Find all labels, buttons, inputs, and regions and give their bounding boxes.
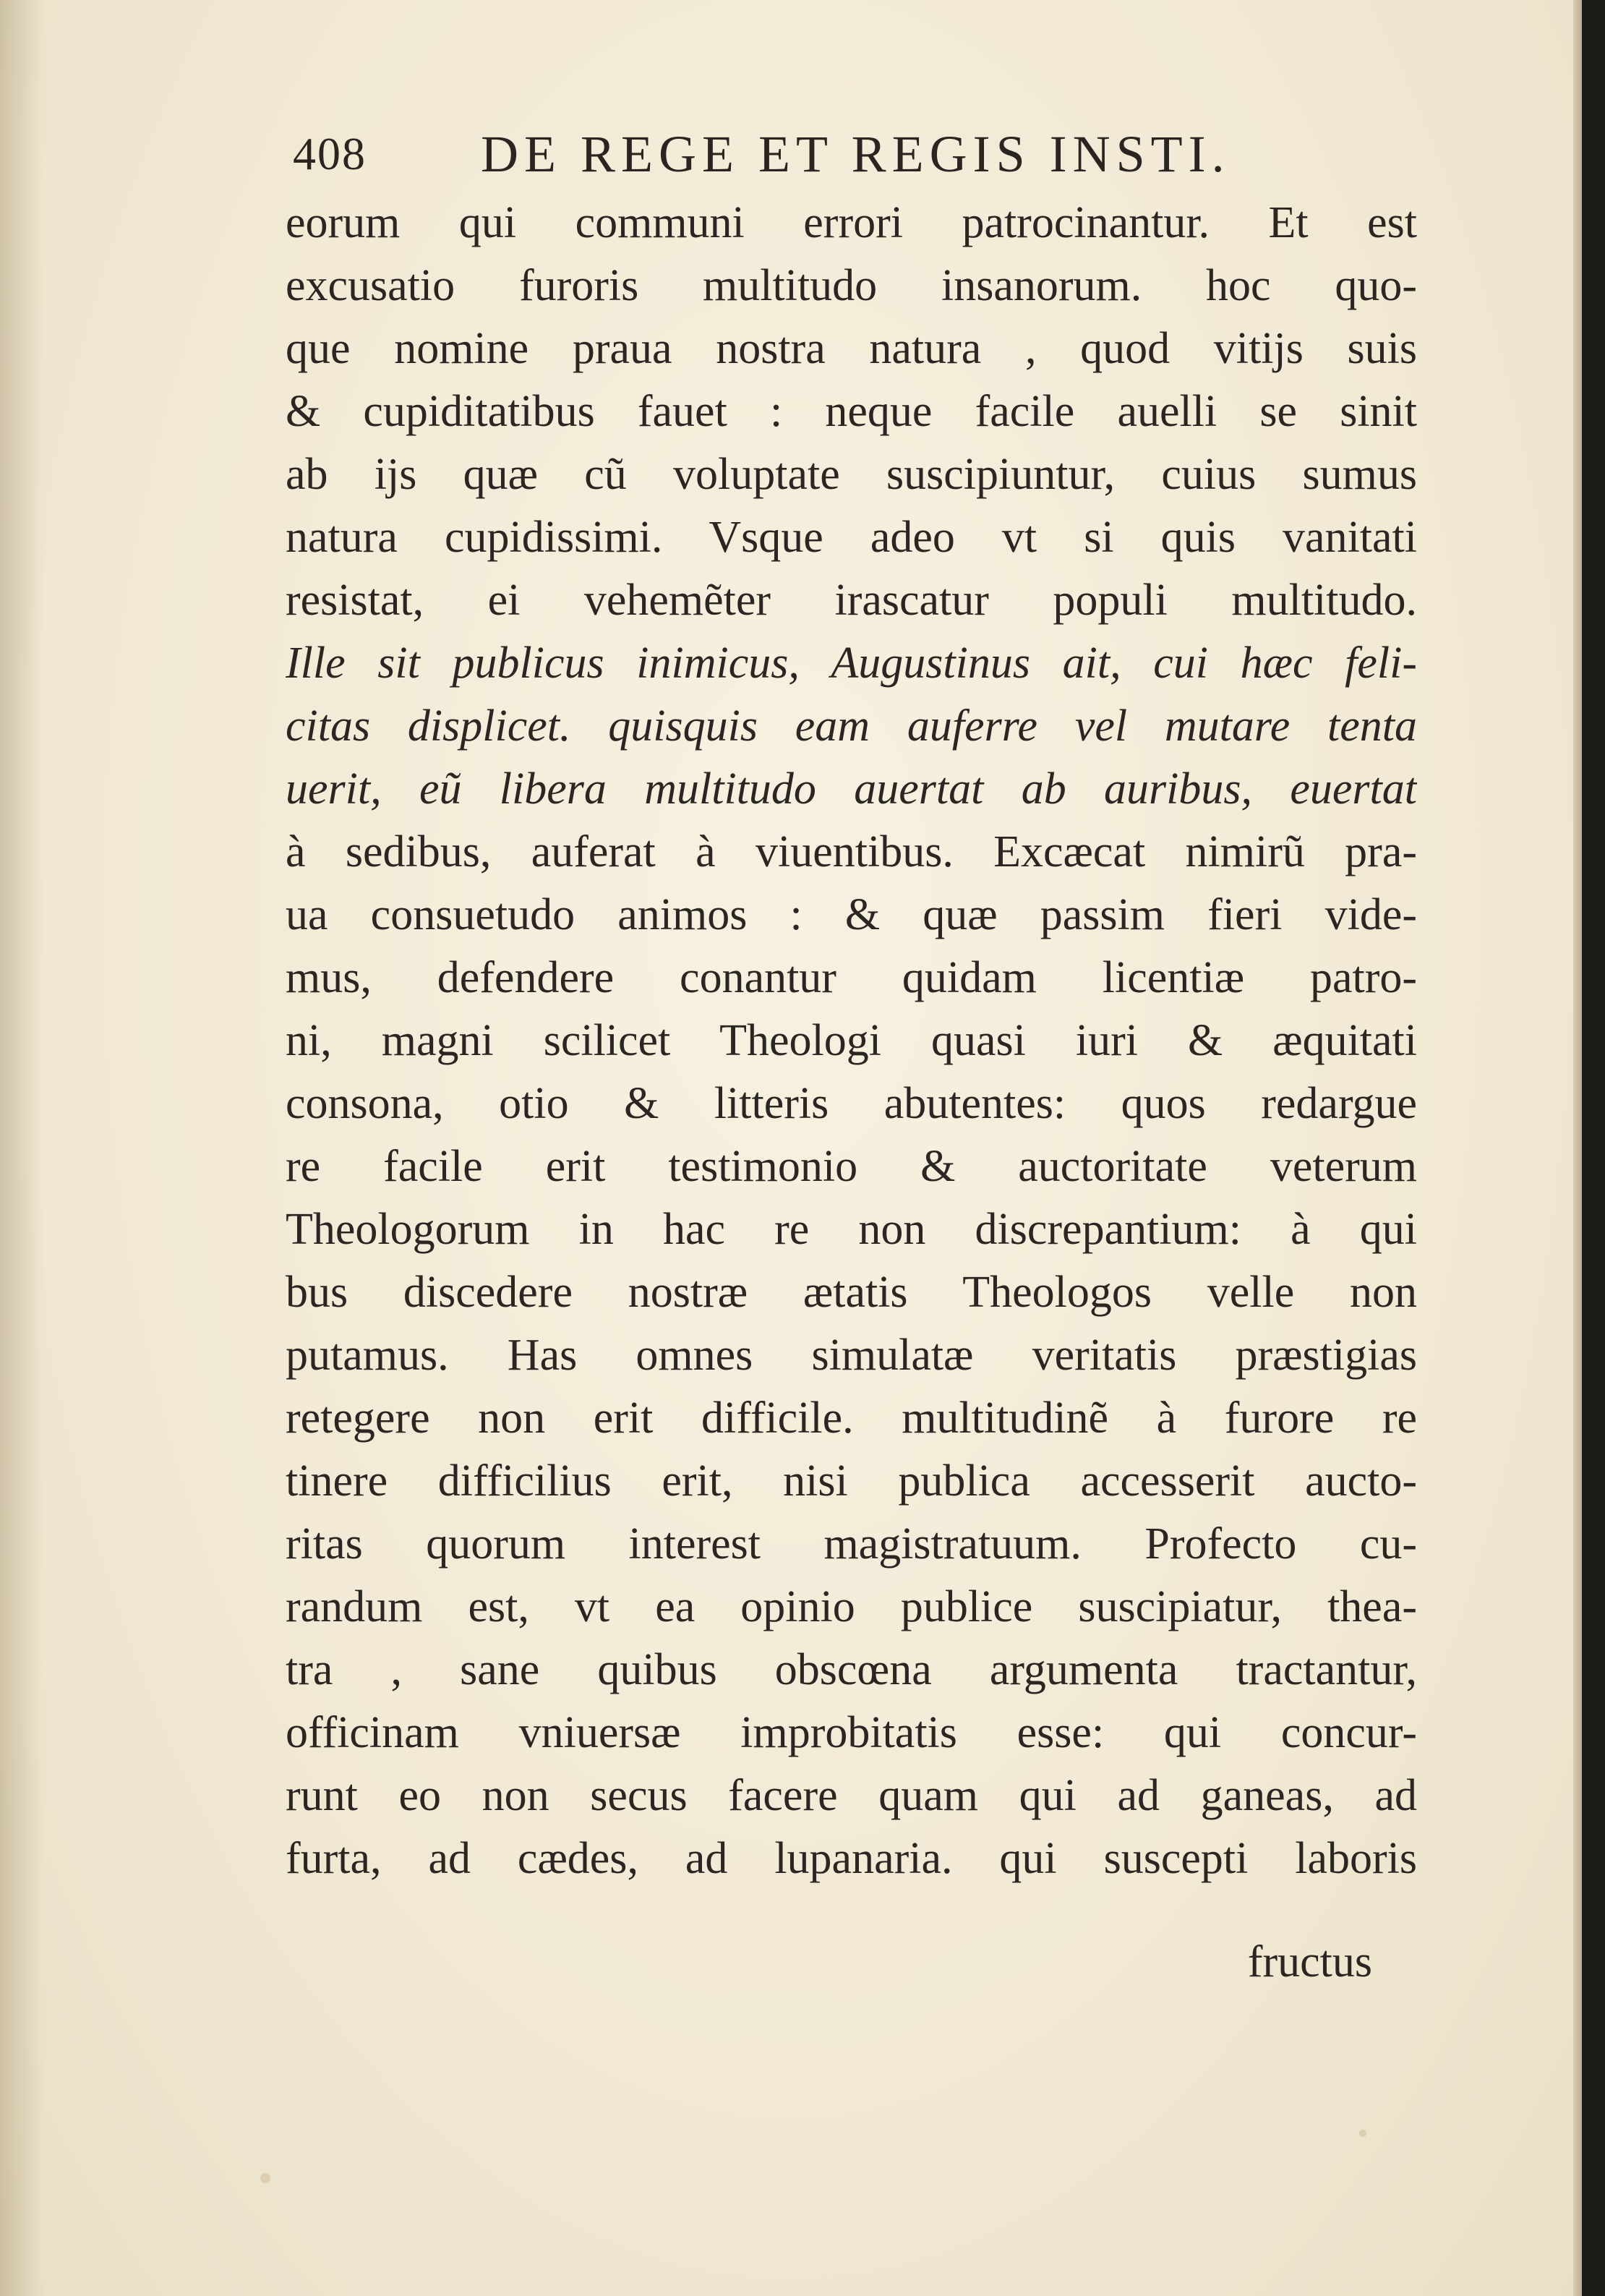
text-line: uerit, eũ libera multitudo auertat ab auribus, euertat [286, 764, 1417, 814]
text-line: eorum qui communi errori patrocinantur. Et est [286, 198, 1417, 247]
text-line: putamus. Has omnes simulatæ veritatis præstigias [286, 1331, 1417, 1380]
catchword: fructus [1247, 1937, 1372, 1986]
text-line: re facile erit testimonio & auctoritate veterum [286, 1142, 1417, 1191]
text-line: Ille sit publicus inimicus, Augustinus ait, cui hæc feli- [286, 639, 1417, 688]
text-line: ni, magni scilicet Theologi quasi iuri & æquitati [286, 1016, 1417, 1065]
text-line: ua consuetudo animos : & quæ passim fieri vide- [286, 890, 1417, 939]
text-line: mus, defendere conantur quidam licentiæ patro- [286, 953, 1417, 1002]
text-line: Theologorum in hac re non discrepantium: à qui [286, 1205, 1417, 1254]
text-line: à sedibus, auferat à viuentibus. Excæcat nimirũ pra- [286, 827, 1417, 876]
text-line: excusatio furoris multitudo insanorum. hoc quo- [286, 261, 1417, 310]
text-line: tra , sane quibus obscœna argumenta tractantur, [286, 1645, 1417, 1694]
text-line: que nomine praua nostra natura , quod vitijs suis [286, 324, 1417, 373]
text-line: randum est, vt ea opinio publice suscipiatur, thea- [286, 1582, 1417, 1631]
page-number: 408 [293, 128, 367, 179]
text-line: consona, otio & litteris abutentes: quos redargue [286, 1079, 1417, 1128]
text-line: runt eo non secus facere quam qui ad ganeas, ad [286, 1771, 1417, 1820]
text-line: retegere non erit difficile. multitudinẽ à furore re [286, 1394, 1417, 1443]
spine-shadow [0, 0, 43, 2296]
page-header [293, 121, 1421, 187]
running-head: DE REGE ET REGIS INSTI. [481, 125, 1230, 183]
text-line: bus discedere nostræ ætatis Theologos velle non [286, 1268, 1417, 1317]
body-text [286, 192, 1417, 1890]
text-line: & cupiditatibus fauet : neque facile auelli se sinit [286, 387, 1417, 436]
text-line: ritas quorum interest magistratuum. Profecto cu- [286, 1519, 1417, 1569]
text-line: furta, ad cædes, ad lupanaria. qui suscepti laboris [286, 1834, 1417, 1883]
paper-stain [1359, 2130, 1366, 2137]
page-edge [1573, 0, 1582, 2296]
text-line: ab ijs quæ cũ voluptate suscipiuntur, cuius sumus [286, 450, 1417, 499]
text-line: officinam vniuersæ improbitatis esse: qui concur- [286, 1708, 1417, 1757]
text-line: resistat, ei vehemẽter irascatur populi multitudo. [286, 576, 1417, 625]
text-line: tinere difficilius erit, nisi publica accesserit aucto- [286, 1456, 1417, 1506]
paper-stain [260, 2173, 270, 2183]
text-line: natura cupidissimi. Vsque adeo vt si quis vanitati [286, 513, 1417, 562]
text-line: citas displicet. quisquis eam auferre vel mutare tenta [286, 701, 1417, 751]
